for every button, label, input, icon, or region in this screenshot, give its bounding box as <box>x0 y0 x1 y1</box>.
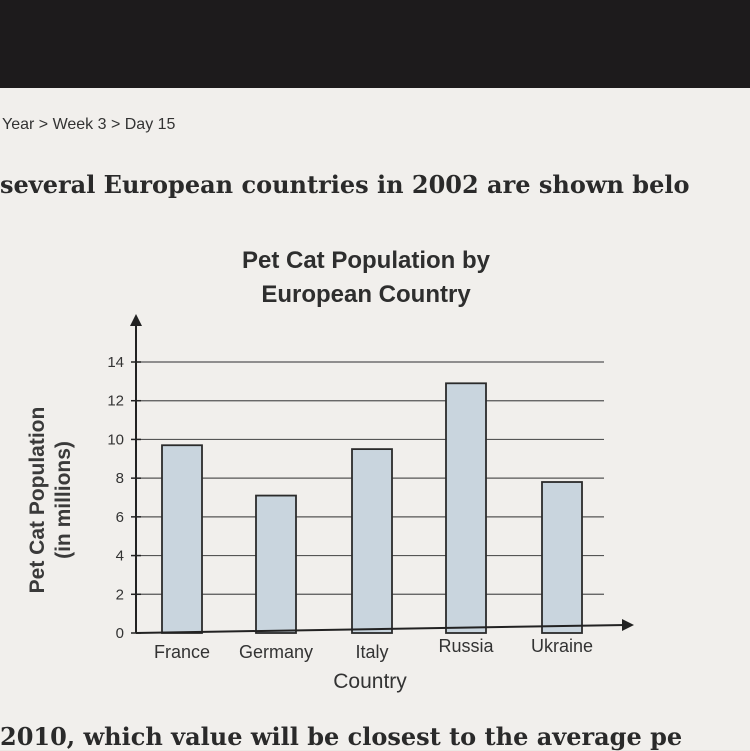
y-tick-label: 2 <box>115 586 124 604</box>
bar-france <box>162 445 202 633</box>
y-tick-label: 14 <box>107 354 124 371</box>
bar-ukraine <box>542 482 582 633</box>
x-axis-arrow-icon <box>622 619 634 631</box>
y-tick-label: 6 <box>115 508 124 526</box>
chart-title-line-2: European Country <box>261 281 471 308</box>
question-intro-text: several European countries in 2002 are shown belo <box>0 170 690 199</box>
y-axis-title <box>26 407 75 594</box>
bar-germany <box>256 496 296 633</box>
question-followup-text: 2010, which value will be closest to the average pe <box>0 722 683 751</box>
bar-russia <box>446 383 486 633</box>
category-label-ukraine: Ukraine <box>530 636 594 656</box>
y-axis-title-line-2: (in millions) <box>52 441 75 559</box>
category-label-germany: Germany <box>238 642 314 662</box>
y-axis-title-line-1: Pet Cat Population <box>26 406 49 594</box>
breadcrumb[interactable]: Year > Week 3 > Day 15 <box>2 116 176 133</box>
category-label-france: France <box>153 642 211 662</box>
y-axis-arrow-icon <box>130 314 142 326</box>
chart-title-line-1: Pet Cat Population by <box>241 247 490 274</box>
y-tick-label: 10 <box>107 431 124 449</box>
y-tick-label: 8 <box>115 470 124 488</box>
category-label-italy: Italy <box>355 642 389 662</box>
bar-italy <box>352 449 392 633</box>
y-tick-label: 0 <box>115 625 124 642</box>
y-tick-label: 4 <box>115 547 124 565</box>
x-axis-title: Country <box>333 670 407 693</box>
bars <box>162 383 582 633</box>
category-labels <box>154 636 593 662</box>
category-label-russia: Russia <box>438 636 494 656</box>
y-tick-label: 12 <box>107 392 124 410</box>
